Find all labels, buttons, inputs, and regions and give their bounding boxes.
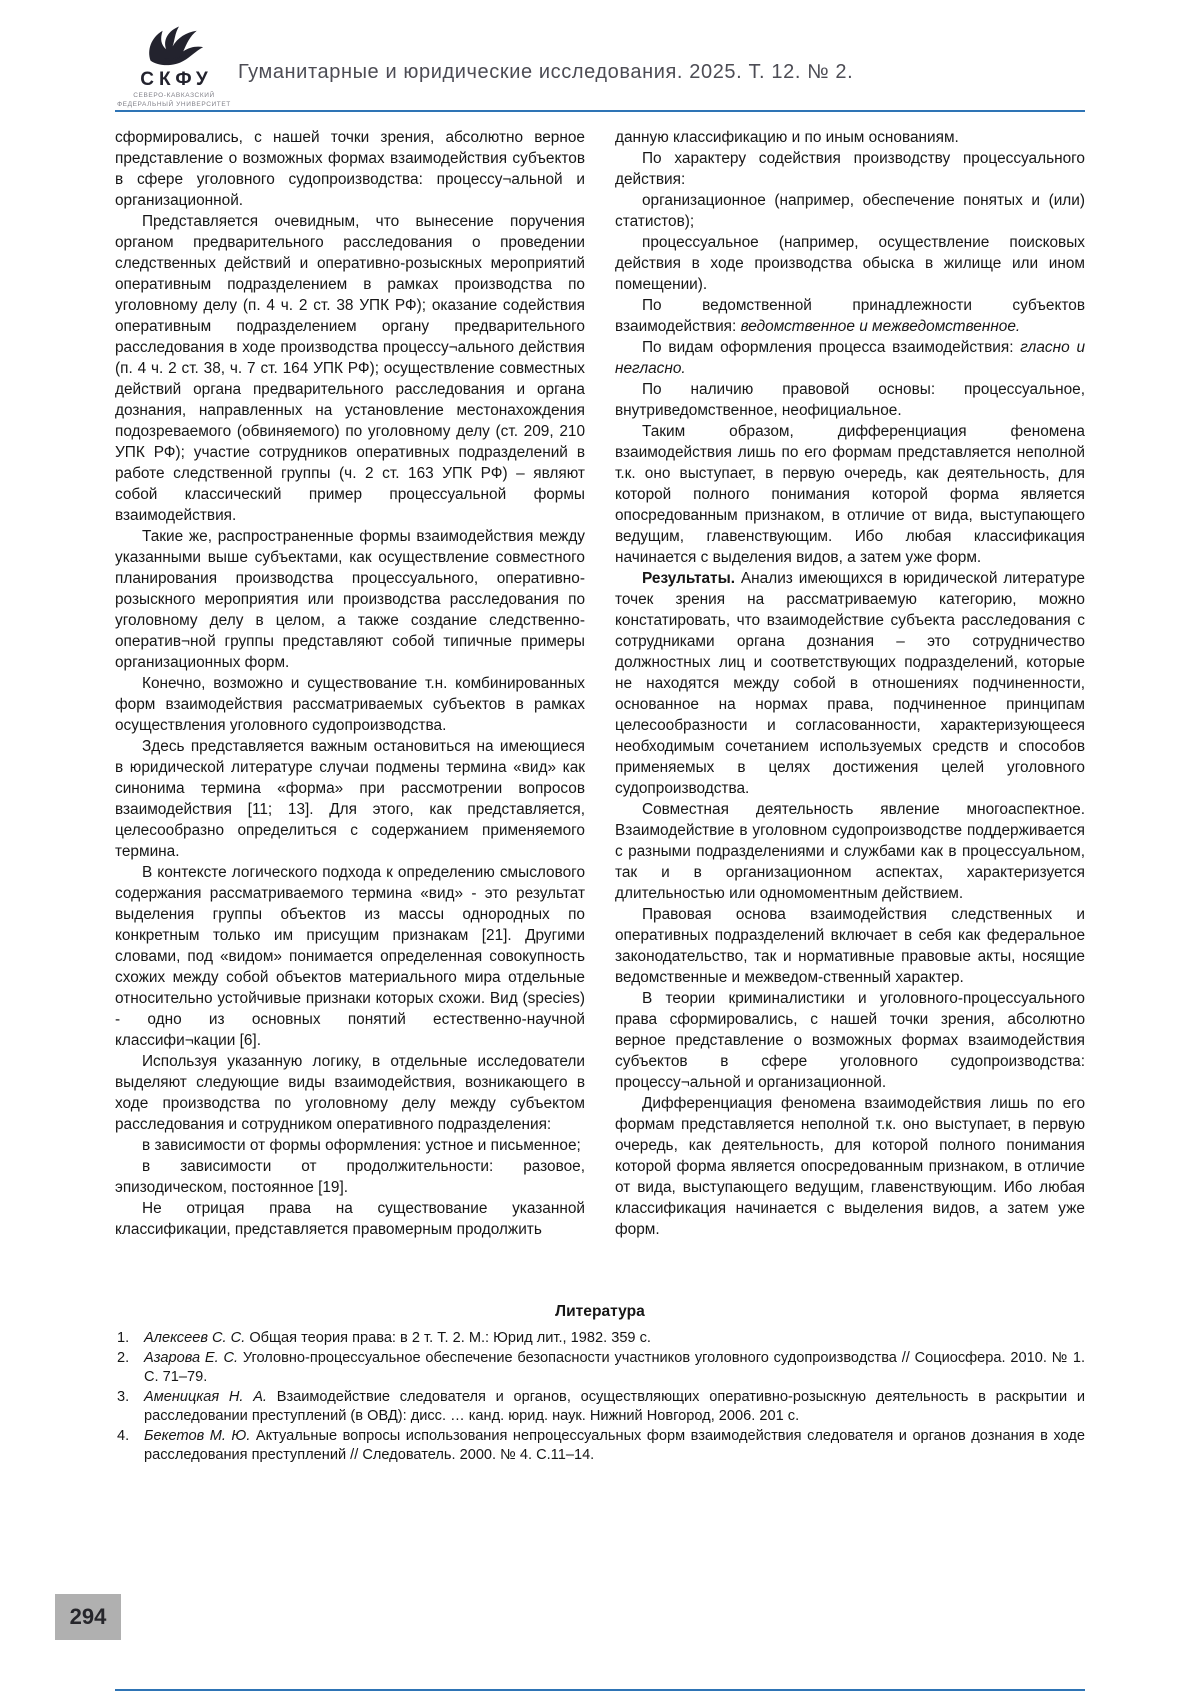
results-text: Анализ имеющихся в юридической литературе точек зрения на рассматриваемую категорию, можно констатировать, что взаимодействие субъекта расследования с сотрудниками органа дознания – это сотрудничество должностных лиц и соответствующих подразделений, которые не находятся между собой в отношениях подчиненности, основанное на нормах права, подчиненное принципам целесообразности и согласованности, характеризующееся необходимым сочетанием используемых средств и способов применяемых в целях достижения целей уголовного судопроизводства.: [615, 570, 1085, 797]
reference-text: [144, 1329, 1085, 1349]
results-label: Результаты.: [642, 570, 736, 587]
university-logo: [116, 22, 232, 109]
paragraph: Такие же, распространенные формы взаимодействия между указанными выше субъектами, как осуществление совместного планирования производства процессуального, оперативно-розыскного мероприятия или производства расследования по уголовному делу в целом, а также создание следственно-оператив¬ной группы представляют собой типичные примеры организационных форм.: [115, 528, 585, 671]
reference-number: 4.: [117, 1427, 130, 1444]
reference-number: 3.: [117, 1388, 130, 1405]
reference-body: Уголовно-процессуальное обеспечение безопасности участников уголовного судопроизводства // Социосфера. 2010. № 1. С. 71–79.: [144, 1349, 1086, 1385]
reference-number: 1.: [117, 1330, 130, 1346]
paragraph-lead: По видам оформления процесса взаимодействия:: [642, 339, 1021, 356]
paragraph: Представляется очевидным, что вынесение поручения органом предварительного расследования о проведении следственных действий и оперативно-розыскных мероприятий оперативным подразделением в рамках производства по уголовному делу (п. 4 ч. 2 ст. 38 УПК РФ); оказание содействия оперативным подразделением органу предварительного расследования в ходе производства процессу¬ального действия (п. 4 ч. 2 ст. 38, ч. 7 ст. 164 УПК РФ); осуществление совместных действий органа предварительного расследования и органа дознания, направленных на установление местонахождения подозреваемого (обвиняемого) по уголовному делу (ст. 209, 210 УПК РФ); участие сотрудников оперативных подразделений в работе следственной группы (ч. 2 ст. 163 УПК РФ) – являют собой классический пример процессуальной формы взаимодействия.: [115, 213, 585, 524]
paragraph: сформировались, с нашей точки зрения, абсолютно верное представление о возможных формах взаимодействия субъектов в сфере уголовного судопроизводства: процессу¬альной и организационной.: [115, 129, 585, 209]
paragraph: Дифференциация феномена взаимодействия лишь по его формам представляется неполной т.к. оно выступает, в первую очередь, как деятельность, для которой полного понимания которой форма является опосредованным признаком, в отличие от вида, выступающего ведущим, главенствующим. Ибо любая классификация начинается с выделения видов, а затем уже форм.: [615, 1095, 1085, 1238]
paragraph: По характеру содействия производству процессуального действия:: [615, 150, 1085, 188]
logo-acronym: СКФУ: [140, 69, 213, 90]
right-column: [615, 127, 1085, 1240]
references-section: [115, 1303, 1085, 1466]
paragraph: [615, 337, 1085, 379]
references-heading: Литература: [555, 1303, 645, 1320]
paragraph: По наличию правовой основы: процессуальное, внутриведомственное, неофициальное.: [615, 381, 1085, 419]
paragraph: данную классификацию и по иным основаниям.: [615, 129, 959, 146]
reference-item: [115, 1349, 1085, 1388]
paragraph: [615, 295, 1085, 337]
paragraph: процессуальное (например, осуществление поисковых действия в ходе производства обыска в жилище или ином помещении).: [615, 234, 1085, 293]
bottom-divider: [115, 1689, 1085, 1691]
paragraph: Таким образом, дифференциация феномена взаимодействия лишь по его формам представляется неполной т.к. оно выступает, в первую очередь, как деятельность, для которой полного понимания которой форма является опосредованным признаком, в отличие от вида, выступающего ведущим, главенствующим. Ибо любая классификация начинается с выделения видов, а затем уже форм.: [615, 423, 1085, 566]
page-number: 294: [55, 1594, 121, 1640]
eagle-logo-icon: [142, 22, 206, 68]
article-content: [115, 127, 1085, 1466]
journal-title: Гуманитарные и юридические исследования. 2025. Т. 12. № 2.: [238, 61, 854, 83]
paragraph: в зависимости от продолжительности: разовое, эпизодическом, постоянное [19].: [115, 1158, 585, 1196]
logo-subtitle-line1: СЕВЕРО-КАВКАЗСКИЙ: [133, 92, 215, 99]
paragraph: Не отрицая права на существование указанной классификации, представляется правомерным продолжить: [115, 1200, 585, 1238]
reference-text: [144, 1427, 1085, 1466]
paragraph: в зависимости от формы оформления: устное и письменное;: [142, 1137, 581, 1154]
paragraph: Используя указанную логику, в отдельные исследователи выделяют следующие виды взаимодействия, возникающего в ходе производства по уголовному делу между субъектом расследования и сотрудником оперативного подразделения:: [115, 1053, 585, 1133]
paragraph: В теории криминалистики и уголовного-процессуального права сформировались, с нашей точки зрения, абсолютно верное представление о возможных формах взаимодействия субъектов в сфере уголовного судопроизводства: процессу¬альной и организационной.: [615, 990, 1085, 1091]
paragraph: организационное (например, обеспечение понятых и (или) статистов);: [615, 192, 1085, 230]
paragraph-results: [615, 568, 1085, 799]
paragraph-lead: По ведомственной принадлежности субъектов взаимодействия:: [615, 297, 1085, 335]
paragraph: Совместная деятельность явление многоаспектное. Взаимодействие в уголовном судопроизводстве поддерживается с разными подразделениями и службами как в процессуальном, так и в организационном аспектах, характеризуется длительностью или одномоментным действием.: [615, 801, 1085, 902]
paragraph: В контексте логического подхода к определению смыслового содержания рассматриваемого термина «вид» - это результат выделения группы объектов из массы однородных по конкретным только им присущим признакам [21]. Другими словами, под «видом» понимается определенная совокупность схожих между собой объектов материального мира отдельные относительно устойчивые признаки которых схожи. Вид (species) - одно из основных понятий естественно-научной классифи¬кации [6].: [115, 864, 585, 1049]
reference-author: Бекетов М. Ю.: [144, 1427, 251, 1444]
reference-author: Алексеев С. С.: [144, 1330, 246, 1346]
two-column-text: [115, 127, 1085, 1287]
reference-text: [144, 1349, 1085, 1388]
reference-author: Азарова Е. С.: [144, 1349, 239, 1366]
reference-author: Аменицкая Н. А.: [144, 1388, 267, 1405]
reference-text: [144, 1388, 1085, 1427]
reference-body: Общая теория права: в 2 т. Т. 2. М.: Юрид лит., 1982. 359 с.: [245, 1330, 651, 1346]
left-column: [115, 127, 585, 1240]
reference-body: Взаимодействие следователя и органов, осуществляющих оперативно-розыскную деятельность в раскрытии и расследовании преступлений (в ОВД): дисс. … канд. юрид. наук. Нижний Новгород, 2006. 201 с.: [144, 1388, 1085, 1424]
reference-item: [115, 1427, 1085, 1466]
header-divider: [115, 110, 1085, 112]
reference-number: 2.: [117, 1349, 130, 1366]
reference-body: Актуальные вопросы использования непроцессуальных форм взаимодействия следователя и органов дознания в ходе расследования преступлений // Следователь. 2000. № 4. С.11–14.: [144, 1427, 1086, 1463]
paragraph-italic: гласно и негласно.: [615, 339, 1085, 377]
paragraph: Правовая основа взаимодействия следственных и оперативных подразделений включает в себя как федеральное законодательство, так и нормативные правовые акты, носящие ведомственные и межведом-ственный характер.: [615, 906, 1085, 986]
paragraph-italic: ведомственное и межведомственное.: [740, 318, 1021, 335]
logo-subtitle-line2: ФЕДЕРАЛЬНЫЙ УНИВЕРСИТЕТ: [117, 101, 231, 108]
paragraph: Здесь представляется важным остановиться на имеющиеся в юридической литературе случаи подмены термина «вид» как синонима термина «форма» при рассмотрении вопросов взаимодействия [11; 13]. Для этого, как представляется, целесообразно определиться с содержанием применяемого термина.: [115, 738, 585, 860]
reference-item: [115, 1329, 1085, 1349]
paragraph: Конечно, возможно и существование т.н. комбинированных форм взаимодействия рассматриваемых субъектов в рамках осуществления уголовного судопроизводства.: [115, 675, 585, 734]
reference-item: [115, 1388, 1085, 1427]
